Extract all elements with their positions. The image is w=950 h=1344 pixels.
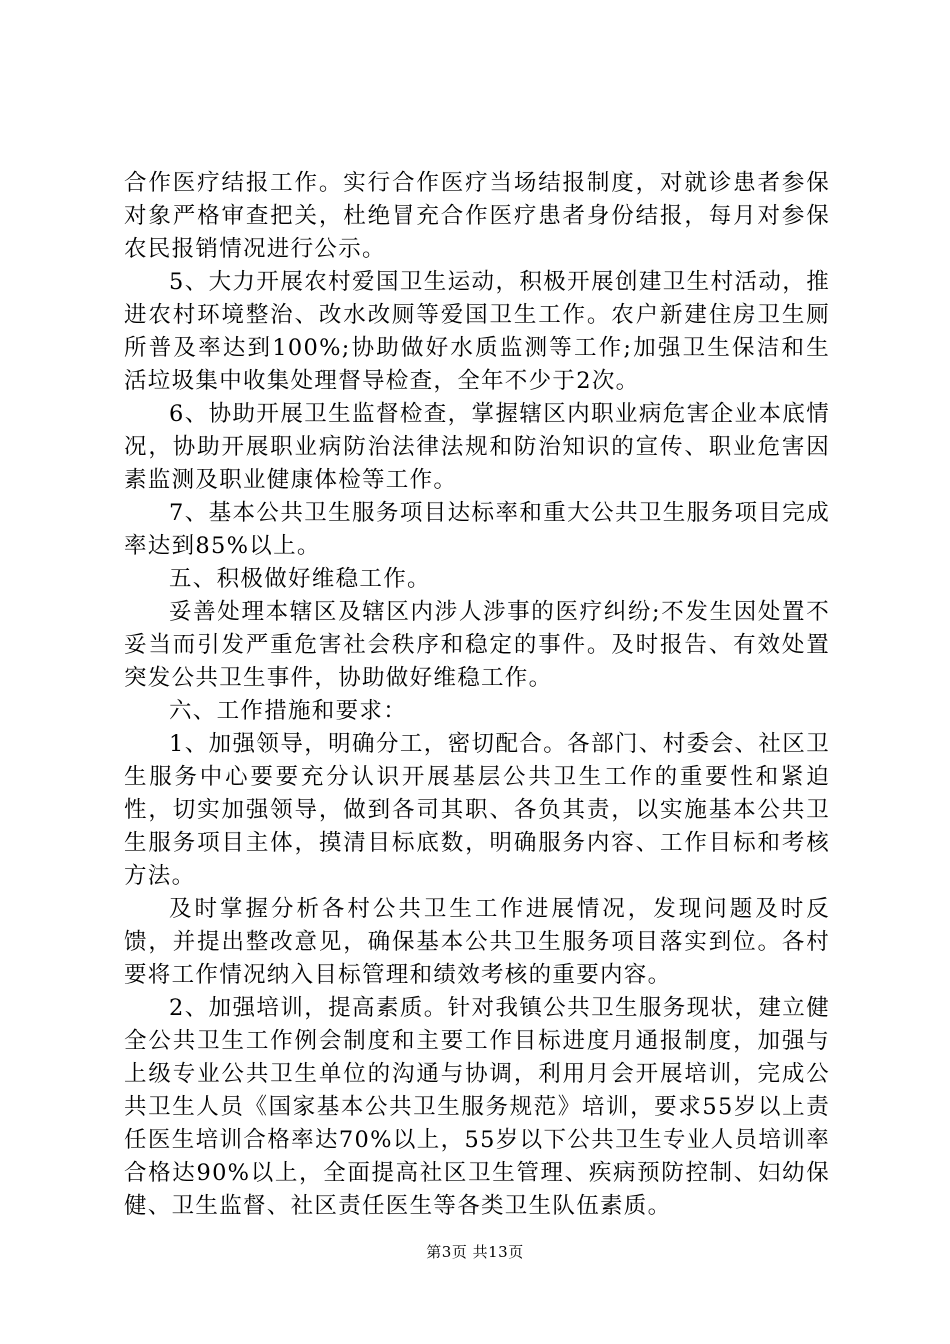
section-heading-five: 五、积极做好维稳工作。: [169, 566, 431, 592]
section-heading-six: 六、工作措施和要求：: [169, 698, 408, 724]
document-body: [124, 167, 830, 1223]
paragraph-stability: 妥善处理本辖区及辖区内涉人涉事的医疗纠纷;不发生因处置不妥当而引发严重危害社会秩序和稳定的事件。及时报告、有效处置突发公共卫生事件，协助做好维稳工作。: [124, 599, 830, 691]
page-number-footer: 第3页 共13页: [426, 1243, 524, 1261]
paragraph-item-7: 7、基本公共卫生服务项目达标率和重大公共卫生服务项目完成率达到85%以上。: [124, 500, 830, 559]
paragraph-cooperative-medical: 合作医疗结报工作。实行合作医疗当场结报制度，对就诊患者参保对象严格审查把关，杜绝冒充合作医疗患者身份结报，每月对参保农民报销情况进行公示。: [124, 170, 830, 262]
paragraph-measure-1: 1、加强领导，明确分工，密切配合。各部门、村委会、社区卫生服务中心要要充分认识开展基层公共卫生工作的重要性和紧迫性，切实加强领导，做到各司其职、各负其责，以实施基本公共卫生服务项目主体，摸清目标底数，明确服务内容、工作目标和考核方法。: [124, 731, 830, 889]
paragraph-item-6: 6、协助开展卫生监督检查，掌握辖区内职业病危害企业本底情况，协助开展职业病防治法律法规和防治知识的宣传、职业危害因素监测及职业健康体检等工作。: [124, 401, 830, 493]
paragraph-item-5: 5、大力开展农村爱国卫生运动，积极开展创建卫生村活动，推进农村环境整治、改水改厕等爱国卫生工作。农户新建住房卫生厕所普及率达到100%;协助做好水质监测等工作;加强卫生保洁和生活垃圾集中收集处理督导检查，全年不少于2次。: [124, 269, 830, 394]
paragraph-measure-2: 2、加强培训，提高素质。针对我镇公共卫生服务现状，建立健全公共卫生工作例会制度和主要工作目标进度月通报制度，加强与上级专业公共卫生单位的沟通与协调，利用月会开展培训，完成公共卫生人员《国家基本公共卫生服务规范》培训，要求55岁以上责任医生培训合格率达70%以上，55岁以下公共卫生专业人员培训率合格达90%以上，全面提高社区卫生管理、疾病预防控制、妇幼保健、卫生监督、社区责任医生等各类卫生队伍素质。: [124, 995, 830, 1219]
paragraph-progress-tracking: 及时掌握分析各村公共卫生工作进展情况，发现问题及时反馈，并提出整改意见，确保基本公共卫生服务项目落实到位。各村要将工作情况纳入目标管理和绩效考核的重要内容。: [124, 896, 830, 988]
